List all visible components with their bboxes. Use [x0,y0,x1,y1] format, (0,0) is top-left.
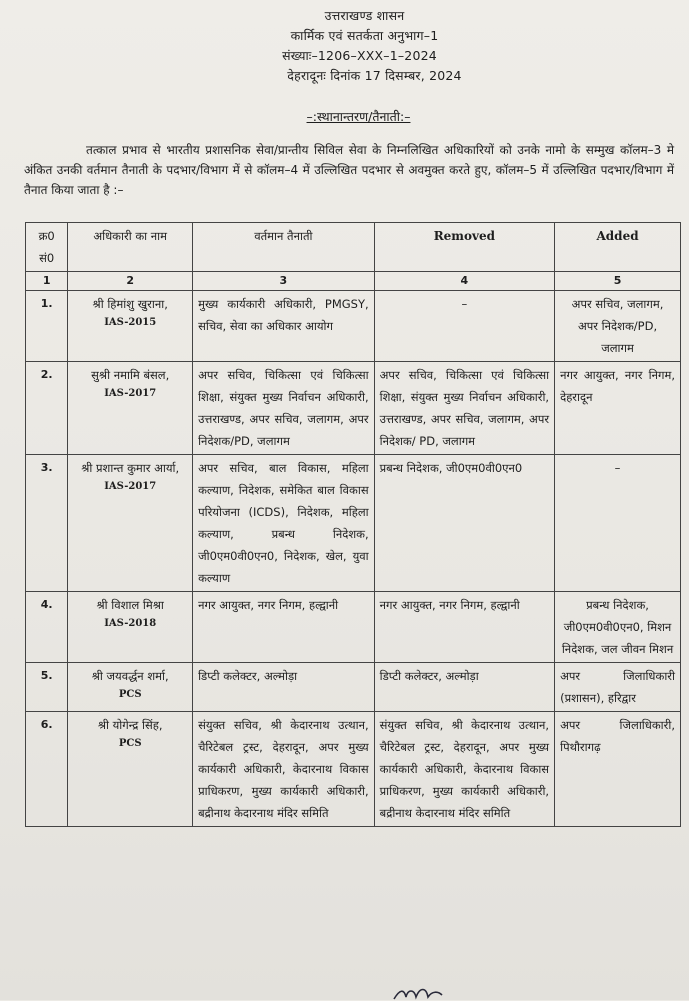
added-posting: नगर आयुक्त, नगर निगम, देहरादून [555,362,681,455]
officer-name: श्री जयवर्द्धन शर्मा, [91,669,169,683]
header-officer-name: अधिकारी का नाम [68,223,193,272]
table-row [26,291,681,362]
signature-scribble [392,985,452,1001]
header-government: उत्तराखण्ड शासन [324,8,405,23]
current-posting: डिप्टी कलेक्टर, अल्मोड़ा [193,663,375,712]
document-subject: –:स्थानान्तरण/तैनाती:– [306,109,411,124]
added-posting: अपर जिलाधिकारी, पिथौरागढ़ [555,712,681,827]
officer-service: PCS [118,738,142,749]
removed-posting: प्रबन्ध निदेशक, जी0एम0वी0एन0 [374,455,554,592]
header-removed: Removed [374,223,554,272]
column-number: 4 [374,272,554,291]
serial-no: 6. [26,712,68,827]
intro-paragraph [24,140,674,200]
officer-name-cell [68,362,193,455]
header-added: Added [555,223,681,272]
document-header [0,6,689,86]
officer-name-cell [68,712,193,827]
header-reference-number: संख्याः–1206–XXX–1–2024 [282,48,437,63]
officer-name-cell [68,291,193,362]
officer-name-cell [68,592,193,663]
table-row [26,712,681,827]
officer-service: IAS-2018 [104,618,157,629]
officer-name: श्री विशाल मिश्रा [96,598,164,612]
officer-name: सुश्री नमामि बंसल, [91,368,170,382]
removed-posting: नगर आयुक्त, नगर निगम, हल्द्वानी [374,592,554,663]
added-posting: अपर जिलाधिकारी (प्रशासन), हरिद्वार [555,663,681,712]
removed-posting: संयुक्त सचिव, श्री केदारनाथ उत्थान, चैरिटेबल ट्रस्ट, देहरादून, अपर मुख्य कार्यकारी अधिकारी, केदारनाथ विकास प्राधिकरण, मुख्य कार्यकारी अधिकारी, बद्रीनाथ केदारनाथ मंदिर समिति [374,712,554,827]
officer-name: श्री हिमांशु खुराना, [92,297,168,311]
transfer-table [25,222,681,827]
removed-posting: अपर सचिव, चिकित्सा एवं चिकित्सा शिक्षा, संयुक्त मुख्य निर्वाचन अधिकारी, उत्तराखण्ड, अपर सचिव, जलागम, अपर निदेशक/ PD, जलागम [374,362,554,455]
officer-name: श्री योगेन्द्र सिंह, [97,718,163,732]
officer-name: श्री प्रशान्त कुमार आर्या, [81,461,180,475]
serial-no: 5. [26,663,68,712]
table-row [26,663,681,712]
current-posting: नगर आयुक्त, नगर निगम, हल्द्वानी [193,592,375,663]
added-posting: प्रबन्ध निदेशक, जी0एम0वी0एन0, मिशन निदेशक, जल जीवन मिशन [555,592,681,663]
table-row [26,362,681,455]
column-number: 3 [193,272,375,291]
officer-service: IAS-2015 [104,317,157,328]
column-number: 5 [555,272,681,291]
serial-no: 3. [26,455,68,592]
officer-service: PCS [118,689,142,700]
added-posting: – [555,455,681,592]
serial-no: 2. [26,362,68,455]
table-row [26,455,681,592]
current-posting: मुख्य कार्यकारी अधिकारी, PMGSY, सचिव, सेवा का अधिकार आयोग [193,291,375,362]
officer-name-cell [68,663,193,712]
current-posting: अपर सचिव, बाल विकास, महिला कल्याण, निदेशक, समेकित बाल विकास परियोजना (ICDS), निदेशक, महिला कल्याण, प्रबन्ध निदेशक, जी0एम0वी0एन0, निदेशक, खेल, युवा कल्याण [193,455,375,592]
added-posting: अपर सचिव, जलागम, अपर निदेशक/PD, जलागम [555,291,681,362]
current-posting: संयुक्त सचिव, श्री केदारनाथ उत्थान, चैरिटेबल ट्रस्ट, देहरादून, अपर मुख्य कार्यकारी अधिकारी, केदारनाथ विकास प्राधिकरण, मुख्य कार्यकारी अधिकारी, बद्रीनाथ केदारनाथ मंदिर समिति [193,712,375,827]
officer-service: IAS-2017 [104,481,157,492]
header-department: कार्मिक एवं सतर्कता अनुभाग–1 [290,28,439,43]
removed-posting: – [374,291,554,362]
officer-service: IAS-2017 [104,388,157,399]
header-serial-no: क्र0 सं0 [26,223,68,272]
current-posting: अपर सचिव, चिकित्सा एवं चिकित्सा शिक्षा, संयुक्त मुख्य निर्वाचन अधिकारी, उत्तराखण्ड, अपर सचिव, जलागम, अपर निदेशक/PD, जलागम [193,362,375,455]
officer-name-cell [68,455,193,592]
column-number-row [26,272,681,291]
intro-text: तत्काल प्रभाव से भारतीय प्रशासनिक सेवा/प्रान्तीय सिविल सेवा के निम्नलिखित अधिकारियों को उनके नामो के सम्मुख कॉलम–3 मे अंकित उनकी वर्तमान तैनाती के पदभार/विभाग में से कॉलम–4 में उल्लिखित पदभार से अवमुक्त करते हुए, कॉलम–5 में उल्लिखित पदभार/विभाग में तैनात किया जाता है :– [24,143,674,197]
table-header-row [26,223,681,272]
header-current-posting: वर्तमान तैनाती [193,223,375,272]
removed-posting: डिप्टी कलेक्टर, अल्मोड़ा [374,663,554,712]
serial-no: 1. [26,291,68,362]
header-place-date: देहरादूनः दिनांक 17 दिसम्बर, 2024 [287,68,462,83]
column-number: 2 [68,272,193,291]
column-number: 1 [26,272,68,291]
table-row [26,592,681,663]
serial-no: 4. [26,592,68,663]
